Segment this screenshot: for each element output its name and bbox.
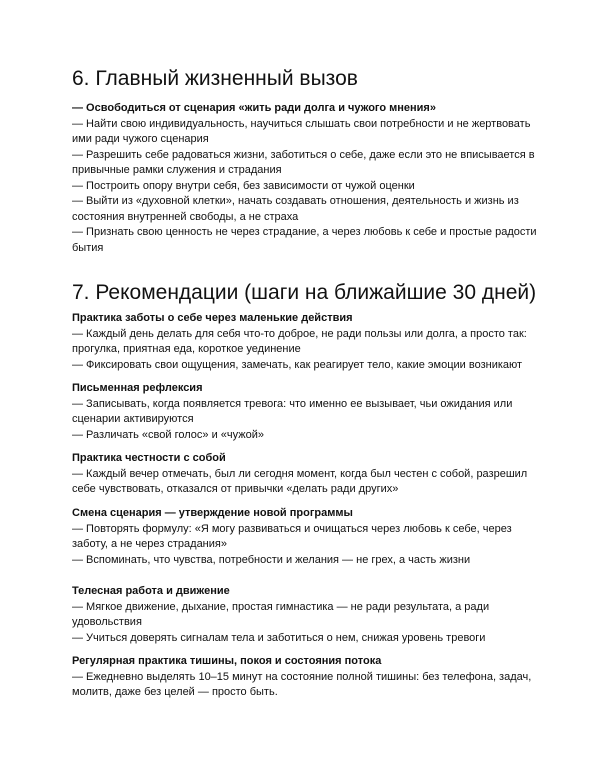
- recommendation-block: [72, 654, 542, 701]
- recommendation-block: [72, 381, 542, 443]
- section-6-item: — Признать свою ценность не через страдание, а через любовь к себе и простые радости бытия: [72, 226, 537, 254]
- recommendation-heading: Практика заботы о себе через маленькие действия: [72, 312, 353, 324]
- recommendation-item: — Каждый день делать для себя что-то доброе, не ради пользы или долга, а просто так: прогулка, приятная еда, короткое уединение: [72, 327, 527, 355]
- section-7-title: 7. Рекомендации (шаги на ближайшие 30 дней): [72, 281, 537, 304]
- section-6-title: 6. Главный жизненный вызов: [72, 67, 358, 90]
- recommendation-heading: Телесная работа и движение: [72, 585, 230, 597]
- recommendation-item: — Ежедневно выделять 10–15 минут на состояние полной тишины: без телефона, задач, молитв, даже без целей — просто быть.: [72, 670, 532, 698]
- recommendation-block: [72, 451, 542, 498]
- recommendation-block: [72, 506, 542, 568]
- recommendation-item: — Вспоминать, что чувства, потребности и желания — не грех, а часть жизни: [72, 553, 471, 566]
- recommendation-heading: Письменная рефлексия: [72, 382, 203, 394]
- recommendation-block: [72, 584, 542, 646]
- section-6-lead: — Освободиться от сценария «жить ради долга и чужого мнения»: [72, 102, 436, 114]
- recommendation-item: — Учиться доверять сигналам тела и заботиться о нем, снижая уровень тревоги: [72, 631, 486, 644]
- recommendation-heading: Практика честности с собой: [72, 452, 226, 464]
- recommendation-item: — Каждый вечер отмечать, был ли сегодня момент, когда был честен с собой, разрешил себе чувствовать, отказался от привычки «делать ради других»: [72, 467, 528, 495]
- recommendation-heading: Смена сценария — утверждение новой программы: [72, 507, 353, 519]
- recommendation-block: [72, 311, 542, 373]
- recommendation-item: — Различать «свой голос» и «чужой»: [72, 428, 264, 441]
- section-6-item: — Выйти из «духовной клетки», начать создавать отношения, деятельность и жизнь из состояния внутренней свободы, а не страха: [72, 195, 519, 223]
- recommendation-item: — Повторять формулу: «Я могу развиваться и очищаться через любовь к себе, через заботу, а не через страдания»: [72, 522, 512, 550]
- section-6-item: — Разрешить себе радоваться жизни, заботиться о себе, даже если это не вписывается в привычные рамки служения и страдания: [72, 148, 535, 176]
- section-6-item: — Построить опору внутри себя, без зависимости от чужой оценки: [72, 179, 415, 192]
- section-6-body: [72, 101, 542, 256]
- recommendation-heading: Регулярная практика тишины, покоя и состояния потока: [72, 655, 382, 667]
- recommendation-item: — Записывать, когда появляется тревога: что именно ее вызывает, чьи ожидания или сценарии активируются: [72, 397, 513, 425]
- recommendation-item: — Фиксировать свои ощущения, замечать, как реагирует тело, какие эмоции возникают: [72, 358, 523, 371]
- recommendation-item: — Мягкое движение, дыхание, простая гимнастика — не ради результата, а ради удовольствия: [72, 600, 490, 628]
- section-6-item: — Найти свою индивидуальность, научиться слышать свои потребности и не жертвовать ими ради чужого сценария: [72, 117, 531, 145]
